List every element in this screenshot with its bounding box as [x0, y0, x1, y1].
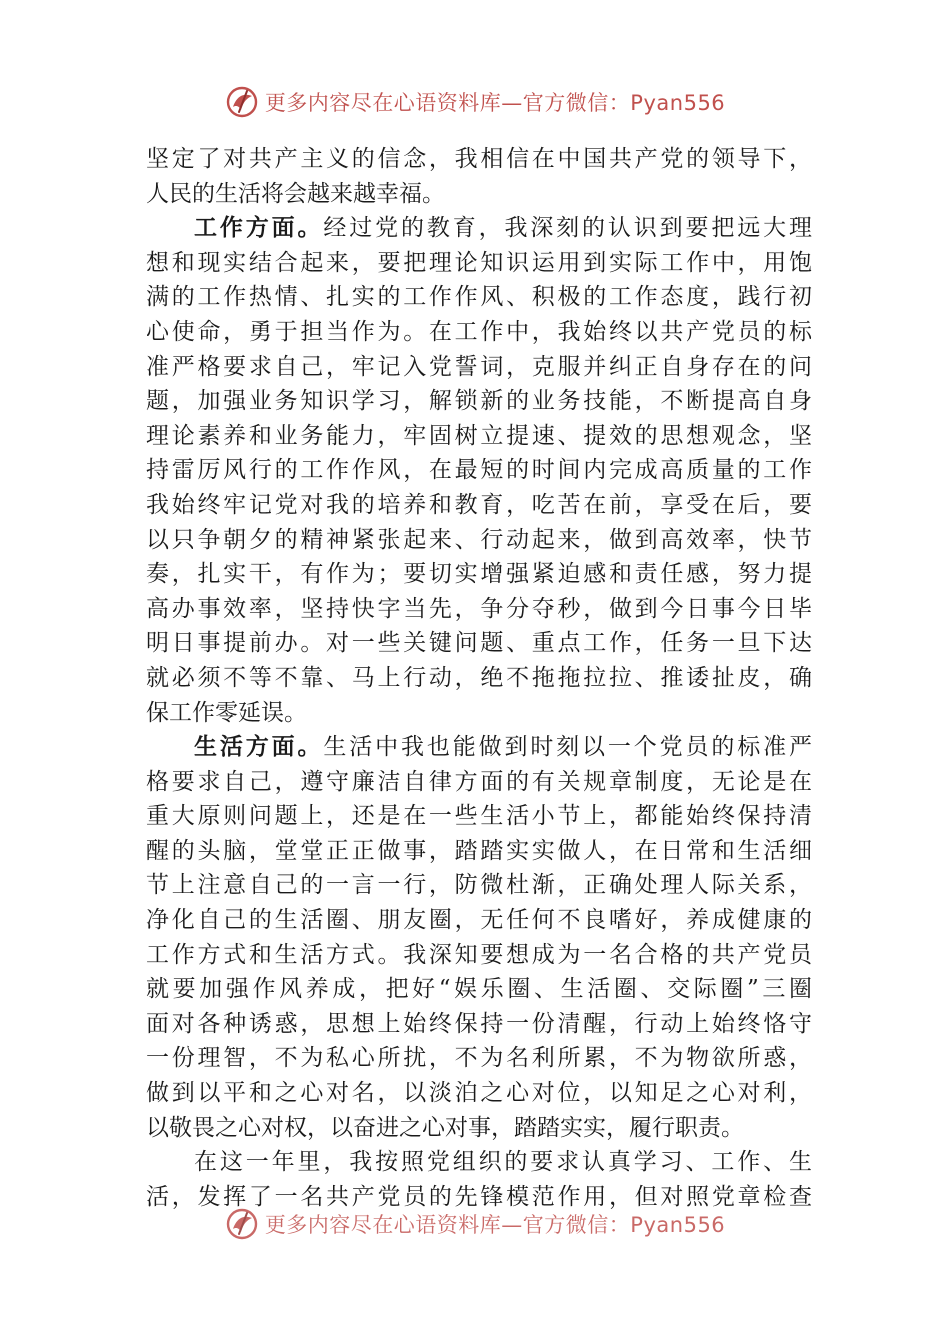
text-line: 坚定了对共产主义的信念，我相信在中国共产党的领导下， — [146, 146, 812, 172]
text-line: 持雷厉风行的工作作风，在最短的时间内完成高质量的工作 — [146, 457, 812, 484]
text-line: 满的工作热情、扎实的工作作风、积极的工作态度，践行初 — [146, 284, 812, 311]
text-line: 准严格要求自己，牢记入党誓词，克服并纠正自身存在的问 — [146, 353, 812, 380]
text-line: 就必须不等不靠、马上行动，绝不拖拖拉拉、推诿扯皮，确 — [146, 664, 812, 691]
text-line: 一份理智，不为私心所扰，不为名利所累，不为物欲所惑， — [146, 1045, 812, 1072]
watermark-text: 更多内容尽在心语资料库—官方微信：Pyan556 — [264, 1213, 726, 1237]
text-line: 做到以平和之心对名，以淡泊之心对位，以知足之心对利， — [146, 1080, 812, 1107]
text-line: 题，加强业务知识学习，解锁新的业务技能，不断提高自身 — [146, 388, 812, 415]
text-line: 活，发挥了一名共产党员的先锋模范作用，但对照党章检查 — [146, 1183, 812, 1210]
text-line: 醒的头脑，堂堂正正做事，踏踏实实做人，在日常和生活细 — [146, 837, 812, 864]
header-watermark — [0, 80, 950, 124]
watermark-text: 更多内容尽在心语资料库—官方微信：Pyan556 — [264, 91, 726, 115]
text-line: 心使命，勇于担当作为。在工作中，我始终以共产党员的标 — [146, 318, 812, 345]
text-line: 就要加强作风养成，把好“娱乐圈、生活圈、交际圈”三圈 — [146, 976, 812, 1003]
document-body — [146, 142, 812, 1214]
text-line: 理论素养和业务能力，牢固树立提速、提效的思想观念，坚 — [146, 422, 812, 449]
text-line: 保工作零延误。 — [146, 699, 307, 726]
logo-icon — [225, 85, 259, 119]
text-line: 节上注意自己的一言一行，防微杜渐，正确处理人际关系， — [146, 872, 812, 899]
text-span: 经过党的教育，我深刻的认识到要把远大理 — [323, 215, 813, 242]
text-line: 高办事效率，坚持快字当先，争分夺秒，做到今日事今日毕 — [146, 595, 812, 622]
text-line: 格要求自己，遵守廉洁自律方面的有关规章制度，无论是在 — [146, 768, 812, 795]
text-line: 以只争朝夕的精神紧张起来、行动起来，做到高效率，快节 — [146, 526, 812, 553]
text-line: 净化自己的生活圈、朋友圈，无任何不良嗜好，养成健康的 — [146, 907, 812, 934]
paragraph-first-line — [146, 211, 812, 246]
text-line: 明日事提前办。对一些关键问题、重点工作，任务一旦下达 — [146, 630, 812, 657]
section-heading-life: 生活方面。 — [194, 733, 324, 761]
section-heading-work: 工作方面。 — [194, 214, 324, 242]
text-line: 以敬畏之心对权，以奋进之心对事，踏踏实实，履行职责。 — [146, 1114, 744, 1141]
text-line: 重大原则问题上，还是在一些生活小节上，都能始终保持清 — [146, 803, 812, 830]
paragraph-first-line — [146, 730, 812, 765]
text-line: 人民的生活将会越来越幸福。 — [146, 180, 445, 207]
text-line: 面对各种诱惑，思想上始终保持一份清醒，行动上始终恪守 — [146, 1010, 812, 1037]
footer-watermark — [0, 1202, 950, 1246]
text-line: 工作方式和生活方式。我深知要想成为一名合格的共产党员 — [146, 941, 812, 968]
text-line: 想和现实结合起来，要把理论知识运用到实际工作中，用饱 — [146, 249, 812, 276]
text-line: 我始终牢记党对我的培养和教育，吃苦在前，享受在后，要 — [146, 491, 812, 518]
paragraph-first-line: 在这一年里，我按照党组织的要求认真学习、工作、生 — [194, 1149, 812, 1176]
text-line: 奏，扎实干，有作为；要切实增强紧迫感和责任感，努力提 — [146, 561, 812, 588]
text-span: 生活中我也能做到时刻以一个党员的标准严 — [323, 734, 813, 761]
logo-icon — [225, 1207, 259, 1241]
